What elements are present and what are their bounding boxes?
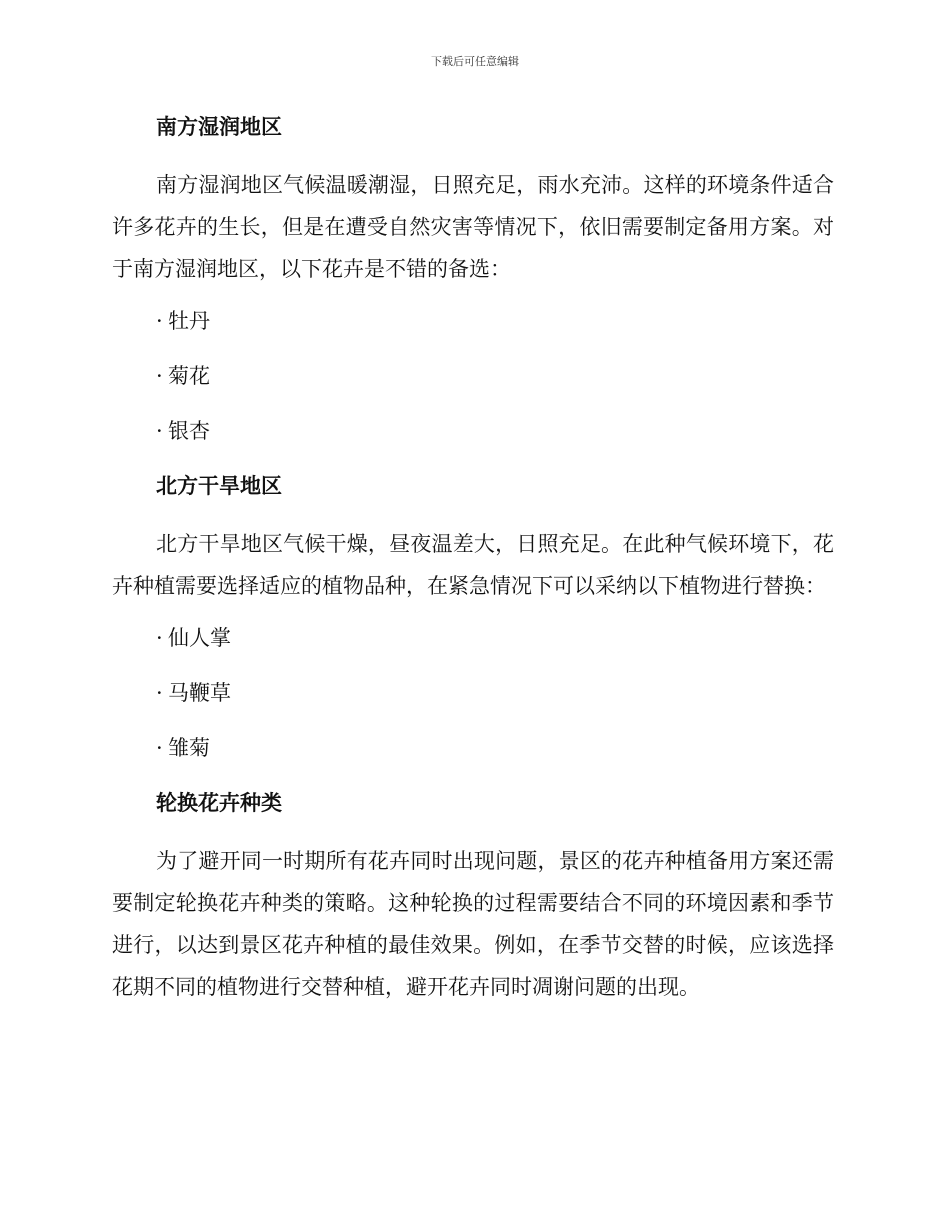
list-item-label: 银杏 [168,419,210,443]
list-item [112,412,834,450]
list-item [112,674,834,712]
plant-list-north [112,619,834,767]
bullet-icon: · [156,736,163,760]
list-item [112,729,834,767]
list-item-label: 仙人掌 [168,626,231,650]
bullet-icon: · [156,626,163,650]
list-item-label: 马鞭草 [168,681,231,705]
section-heading-south: 南方湿润地区 [156,114,282,139]
section-heading-rotation: 轮换花卉种类 [156,790,282,815]
page-header: 下载后可任意编辑 [431,55,519,68]
document-body [112,108,834,1020]
list-item [112,357,834,395]
plant-list-south [112,302,834,450]
bullet-icon: · [156,681,163,705]
list-item [112,619,834,657]
section-paragraph-rotation: 为了避开同一时期所有花卉同时出现问题，景区的花卉种植备用方案还需要制定轮换花卉种类的策略。这种轮换的过程需要结合不同的环境因素和季节进行，以达到景区花卉种植的最佳效果。例如，在季节交替的时候，应该选择花期不同的植物进行交替种植，避开花卉同时凋谢问题的出现。 [112,849,834,999]
bullet-icon: · [156,364,163,388]
list-item [112,302,834,340]
section-heading-north: 北方干旱地区 [156,473,282,498]
section-paragraph-north: 北方干旱地区气候干燥，昼夜温差大，日照充足。在此种气候环境下，花卉种植需要选择适应的植物品种，在紧急情况下可以采纳以下植物进行替换： [112,532,834,598]
section-paragraph-south: 南方湿润地区气候温暖潮湿，日照充足，雨水充沛。这样的环境条件适合许多花卉的生长，但是在遭受自然灾害等情况下，依旧需要制定备用方案。对于南方湿润地区，以下花卉是不错的备选： [112,173,834,281]
list-item-label: 雏菊 [168,736,210,760]
bullet-icon: · [156,419,163,443]
bullet-icon: · [156,309,163,333]
list-item-label: 菊花 [168,364,210,388]
list-item-label: 牡丹 [168,309,210,333]
